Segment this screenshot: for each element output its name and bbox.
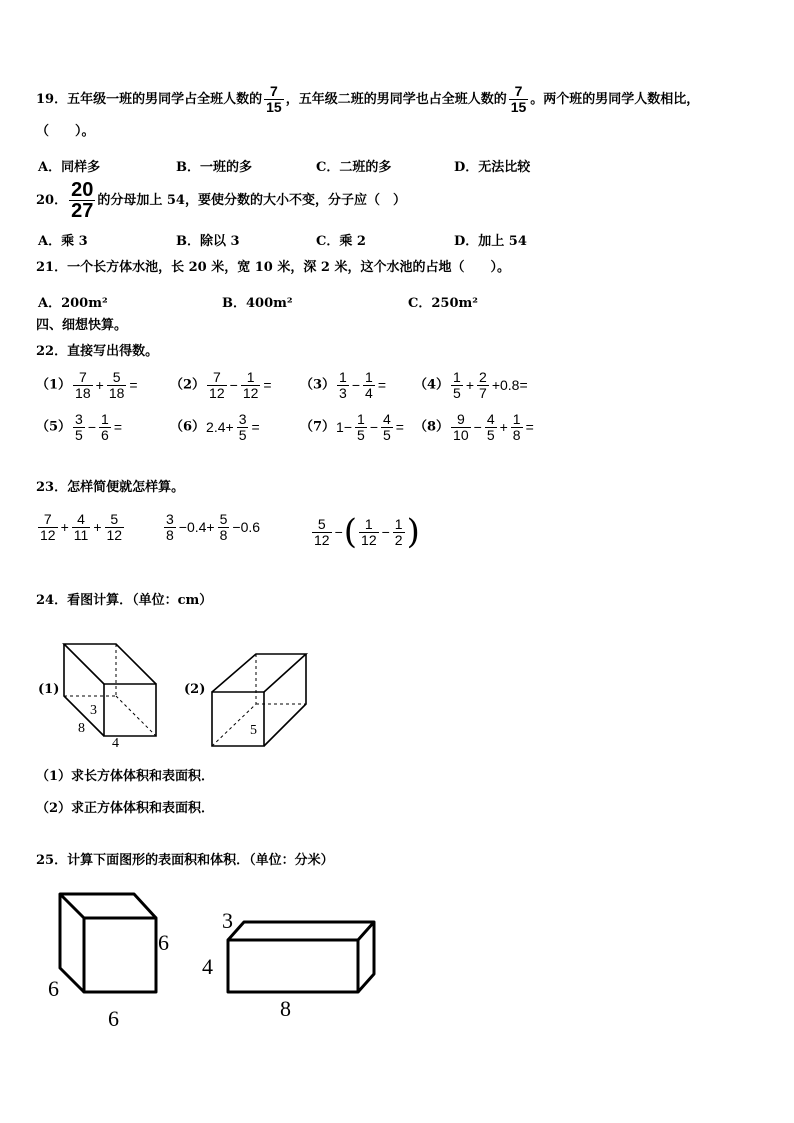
- q19-blank: （ ）。: [36, 124, 95, 139]
- fraction-numerator: 3: [238, 411, 247, 427]
- q22-item: [36, 370, 139, 401]
- fraction: [477, 370, 489, 401]
- fraction-denominator: 18: [108, 385, 125, 401]
- fraction-denominator: 12: [40, 527, 56, 543]
- fraction-numerator: 1: [359, 517, 379, 533]
- q19-option-a[interactable]: A．同样多: [38, 160, 101, 175]
- q25-box-top-edges: [228, 922, 374, 940]
- fraction: [337, 370, 349, 401]
- operator: −: [229, 377, 238, 393]
- q22-item-label: （2）: [170, 377, 206, 393]
- operator: −: [473, 419, 482, 435]
- fraction: [107, 370, 127, 401]
- q22-item-label: （5）: [36, 419, 72, 435]
- operator: =: [129, 377, 138, 393]
- q24-cuboid-figure: [60, 640, 164, 750]
- q25-cube-bottom-label: 6: [108, 1006, 119, 1031]
- operator: −: [334, 523, 343, 540]
- q25-box-length-label: 8: [280, 996, 291, 1021]
- fraction-numerator: 9: [451, 412, 471, 428]
- fraction: [105, 512, 125, 543]
- fraction-numerator: 3: [166, 511, 174, 527]
- fraction: [451, 412, 471, 443]
- operator: −0.4+: [178, 519, 215, 535]
- operator: +: [499, 419, 508, 435]
- section-4-heading: 四、细想快算。: [36, 318, 128, 333]
- fraction-denominator: 5: [357, 427, 365, 443]
- fraction-numerator: 1: [241, 370, 261, 386]
- fraction-denominator: 5: [453, 385, 461, 401]
- fraction-denominator: 12: [361, 531, 377, 548]
- fraction-numerator: 5: [219, 511, 228, 527]
- fraction-numerator: 5: [312, 517, 332, 533]
- q19-text-part3: 。两个班的男同学人数相比，: [530, 92, 700, 107]
- cuboid-height-label: 3: [90, 703, 97, 718]
- fraction-denominator: 5: [486, 427, 495, 443]
- fraction-numerator: 4: [383, 411, 391, 427]
- fraction-denominator: 18: [75, 385, 91, 401]
- cube-top-edges: [212, 654, 306, 692]
- fraction-denominator: 3: [339, 385, 347, 401]
- fraction-denominator: 5: [383, 427, 391, 443]
- q20-option-c[interactable]: C．乘 2: [316, 234, 366, 249]
- q19-number: 19．: [36, 92, 68, 107]
- fraction: [363, 370, 375, 401]
- q20-option-d[interactable]: D．加上 54: [454, 234, 527, 249]
- fraction: [393, 517, 405, 548]
- q20-option-a[interactable]: A．乘 3: [38, 234, 88, 249]
- fraction-numerator: 1: [512, 411, 521, 427]
- q21-line: [36, 260, 510, 276]
- q20-fraction: $\frac{20}{27}$: [71, 179, 94, 222]
- fraction-denominator: 7: [479, 385, 487, 401]
- fraction: [355, 412, 367, 443]
- operator: =: [377, 377, 387, 393]
- right-paren: ): [406, 512, 420, 552]
- fraction-numerator: 1: [365, 369, 373, 385]
- fraction: [207, 370, 227, 401]
- operator: =: [113, 419, 123, 435]
- fraction-denominator: 2: [394, 531, 403, 548]
- fraction-denominator: 12: [106, 527, 123, 543]
- operator: =: [263, 377, 272, 393]
- q22-item: [414, 412, 535, 443]
- q20-option-b[interactable]: B．除以 3: [176, 234, 240, 249]
- fraction-numerator: 1: [394, 515, 403, 532]
- fraction-numerator: 7: [73, 370, 93, 386]
- q22-item: [414, 370, 529, 401]
- fraction-numerator: 1: [357, 411, 365, 427]
- operator: −0.6: [232, 519, 261, 535]
- fraction-numerator: 2: [479, 369, 487, 385]
- fraction-numerator: 3: [75, 411, 83, 427]
- q23-expression: [36, 512, 126, 543]
- q21-number: 21．: [36, 260, 68, 275]
- cuboid-length-label: 4: [112, 736, 119, 750]
- fraction-denominator: 11: [73, 527, 89, 543]
- q22-item: [170, 412, 261, 443]
- q20-line: [36, 180, 406, 221]
- cuboid-hidden-edge-3: [116, 696, 156, 736]
- fraction: [164, 512, 176, 543]
- fraction-denominator: 12: [209, 385, 225, 401]
- fraction-numerator: 1: [453, 369, 461, 385]
- fraction: [451, 370, 463, 401]
- q21-option-a[interactable]: A．200m²: [38, 296, 108, 311]
- operator: +: [465, 377, 475, 393]
- q23-title: 23．怎样简便就怎样算。: [36, 480, 185, 495]
- fraction: [237, 412, 249, 443]
- fraction-numerator: 4: [72, 512, 91, 528]
- q24-title: 24．看图计算．（单位：cm）: [36, 593, 213, 608]
- cube-right-edges: [264, 654, 306, 746]
- fraction-numerator: 7: [207, 370, 227, 386]
- fraction: [241, 370, 261, 401]
- fraction-numerator: 5: [107, 370, 127, 386]
- q21-option-c[interactable]: C．250m²: [408, 296, 478, 311]
- fraction: [73, 412, 85, 443]
- fraction-numerator: 1: [101, 411, 109, 427]
- q19-fraction-2: $\frac{7}{15}$: [510, 83, 527, 115]
- q25-box-depth-label: 3: [222, 908, 233, 933]
- q20-text: 的分母加上 54，要使分数的大小不变，分子应（ ）: [97, 193, 406, 208]
- fraction: [312, 517, 332, 548]
- fraction-numerator: 1: [339, 369, 347, 385]
- operator: −: [351, 377, 361, 393]
- q19-option-c[interactable]: C．二班的多: [316, 160, 392, 175]
- q25-box-height-label: 4: [202, 954, 213, 979]
- q24-sub-question-2: （2）求正方体体积和表面积．: [36, 801, 215, 816]
- q19-option-b[interactable]: B．一班的多: [176, 160, 252, 175]
- parenthesized-group: [344, 512, 420, 552]
- operator: 2.4+: [206, 419, 234, 435]
- q23-expression: [162, 512, 261, 543]
- q25-cube-left-label: 6: [48, 976, 59, 1001]
- fraction: [381, 412, 393, 443]
- q25-cube-top-edges: [60, 894, 156, 918]
- fraction-numerator: 4: [486, 411, 495, 427]
- fraction-denominator: 8: [219, 527, 228, 543]
- q20-number: 20．: [36, 193, 68, 208]
- q24-figure-2-label: (2): [184, 682, 206, 697]
- cube-edge-label: 5: [250, 723, 257, 738]
- q25-title: 25．计算下面图形的表面积和体积．（单位：分米）: [36, 853, 334, 868]
- q22-title: 22．直接写出得数。: [36, 344, 159, 359]
- cuboid-width-label: 8: [78, 721, 85, 736]
- q22-item-label: （6）: [170, 419, 206, 435]
- q19-text-part2: ，五年级二班的男同学也占全班人数的: [285, 92, 507, 107]
- fraction-denominator: 8: [512, 427, 521, 443]
- q24-cube-figure: [206, 648, 310, 750]
- q22-item-label: （8）: [414, 419, 450, 435]
- fraction: [218, 512, 230, 543]
- fraction: [359, 517, 379, 548]
- fraction-numerator: 5: [105, 512, 125, 528]
- q22-item: [170, 370, 273, 401]
- operator: −: [87, 419, 97, 435]
- operator: −: [369, 419, 378, 435]
- q19-option-d[interactable]: D．无法比较: [454, 160, 531, 175]
- q22-item-label: （7）: [300, 419, 336, 435]
- q19-fraction-1: $\frac{7}{15}$: [266, 83, 282, 115]
- fraction: [485, 412, 497, 443]
- operator: +: [93, 519, 102, 535]
- operator: +: [60, 519, 69, 535]
- q25-cube-right-label: 6: [158, 930, 169, 955]
- fraction-denominator: 5: [75, 427, 83, 443]
- fraction-denominator: 5: [238, 427, 247, 443]
- q19-line1: [36, 84, 699, 115]
- q22-item: [300, 412, 405, 443]
- fraction-numerator: 7: [38, 512, 58, 528]
- q25-cube-figure: [40, 886, 180, 1032]
- fraction-denominator: 4: [365, 385, 373, 401]
- q25-cube-left-edges: [60, 894, 84, 992]
- q22-item-label: （1）: [36, 377, 72, 393]
- operator: 1−: [336, 419, 353, 435]
- fraction: [73, 370, 93, 401]
- fraction-denominator: 8: [166, 527, 174, 543]
- q22-item-label: （4）: [414, 377, 450, 393]
- operator: =: [395, 419, 404, 435]
- q25-box-figure: [196, 904, 382, 1022]
- operator: −: [381, 523, 390, 540]
- q21-text: 一个长方体水池，长 20 米，宽 10 米，深 2 米，这个水池的占地（ ）。: [67, 260, 510, 275]
- cuboid-top-edges: [64, 644, 156, 684]
- operator: +: [95, 377, 104, 393]
- q22-item: [300, 370, 387, 401]
- q24-sub-question-1: （1）求长方体体积和表面积．: [36, 769, 215, 784]
- fraction-denominator: 12: [314, 531, 330, 548]
- q25-cube-front-face: [84, 918, 156, 992]
- operator: +0.8=: [491, 377, 528, 393]
- q24-figure-1-label: (1): [38, 682, 60, 697]
- fraction-denominator: 10: [453, 427, 469, 443]
- fraction: [38, 512, 58, 543]
- operator: =: [525, 419, 534, 435]
- q21-option-b[interactable]: B．400m²: [222, 296, 293, 311]
- q19-text-part1: 五年级一班的男同学占全班人数的: [67, 92, 263, 107]
- fraction: [72, 512, 91, 543]
- left-paren: (: [343, 512, 358, 552]
- q25-box-front-face: [228, 940, 358, 992]
- q23-expression: [310, 512, 420, 552]
- fraction-denominator: 12: [242, 385, 259, 401]
- operator: =: [251, 419, 260, 435]
- fraction: [99, 412, 111, 443]
- fraction: [511, 412, 523, 443]
- fraction-denominator: 6: [101, 427, 109, 443]
- q22-item: [36, 412, 123, 443]
- q22-item-label: （3）: [300, 377, 336, 393]
